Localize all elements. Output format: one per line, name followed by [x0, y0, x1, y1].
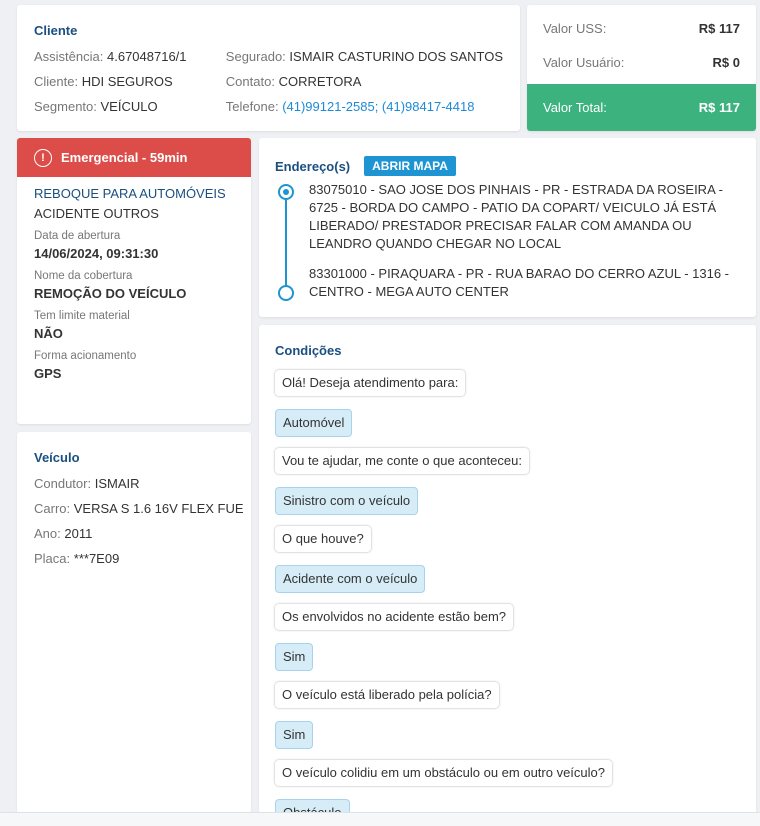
- condutor-value: ISMAIR: [94, 476, 140, 491]
- values-card: [527, 5, 756, 131]
- question-bubble: O veículo está liberado pela polícia?: [275, 682, 499, 708]
- limite-material-value: NÃO: [34, 326, 63, 341]
- question-bubble: Olá! Deseja atendimento para:: [275, 370, 465, 396]
- placa-value: ***7E09: [73, 551, 120, 566]
- conditions-title: Condições: [275, 343, 342, 358]
- cliente-value: HDI SEGUROS: [81, 74, 173, 89]
- segurado-value: ISMAIR CASTURINO DOS SANTOS: [289, 49, 503, 64]
- valor-usuario-value: R$ 0: [712, 54, 740, 70]
- service-title: REBOQUE PARA AUTOMÓVEIS: [34, 186, 226, 201]
- answer-bubble: Sim: [275, 643, 313, 671]
- emergency-alert: [17, 138, 251, 177]
- address-timeline: [275, 181, 740, 301]
- origin-address: 83075010 - SAO JOSE DOS PINHAIS - PR - ESTRADA DA ROSEIRA - 6725 - BORDA DO CAMPO - PATIO DA COPART/ VEICULO JÁ ESTÁ LIBERADO/ PRESTADOR PRECISAR FALAR COM AMANDA OU LEANDRO QUANDO CHEGAR NO LOCAL: [309, 182, 723, 251]
- emergency-alert-text: Emergencial - 59min: [61, 150, 188, 165]
- telefone-row: Telefone: (41)99121-2585; (41)98417-4418: [225, 99, 475, 114]
- answer-bubble: Sim: [275, 721, 313, 749]
- contato-row: Contato: CORRETORA: [225, 74, 362, 89]
- origin-dot-icon: [278, 184, 294, 200]
- telefone-link[interactable]: (41)99121-2585; (41)98417-4418: [282, 99, 475, 114]
- question-bubble: Vou te ajudar, me conte o que aconteceu:: [275, 448, 529, 474]
- info-icon: !: [34, 149, 52, 167]
- segmento-value: VEÍCULO: [100, 99, 158, 114]
- cobertura-value: REMOÇÃO DO VEÍCULO: [34, 286, 187, 301]
- vehicle-title: Veículo: [34, 450, 80, 465]
- answer-bubble: Acidente com o veículo: [275, 565, 425, 593]
- assistencia-value: 4.67048716/1: [107, 49, 187, 64]
- conditions-card: [259, 325, 756, 826]
- destination-dot-icon: [278, 285, 294, 301]
- placa-row: Placa: ***7E09: [34, 551, 120, 566]
- address-title: Endereço(s): [275, 158, 351, 174]
- carro-row: Carro: VERSA S 1.6 16V FLEX FUE: [34, 501, 244, 516]
- forma-acionamento-value: GPS: [34, 366, 62, 381]
- answer-bubble: Automóvel: [275, 409, 352, 437]
- address-card: [259, 138, 756, 317]
- valor-total-value: R$ 117: [698, 100, 740, 115]
- client-title: Cliente: [34, 23, 78, 38]
- destination-address: 83301000 - PIRAQUARA - PR - RUA BARAO DO CERRO AZUL - 1316 - CENTRO - MEGA AUTO CENTER: [309, 266, 729, 299]
- carro-value: VERSA S 1.6 16V FLEX FUE: [73, 501, 244, 516]
- ano-value: 2011: [64, 526, 93, 541]
- service-card: [17, 138, 251, 424]
- timeline-line: [285, 192, 287, 293]
- assistencia-row: Assistência: 4.67048716/1: [34, 49, 187, 64]
- contato-value: CORRETORA: [278, 74, 362, 89]
- valor-usuario-row: Valor Usuário: R$ 0: [543, 54, 740, 70]
- valor-uss-value: R$ 117: [698, 20, 740, 36]
- service-subtitle: ACIDENTE OUTROS: [34, 206, 159, 221]
- vehicle-card: [17, 432, 251, 826]
- segmento-row: Segmento: VEÍCULO: [34, 99, 158, 114]
- data-abertura-value: 14/06/2024, 09:31:30: [34, 246, 159, 261]
- client-card: [17, 5, 520, 131]
- question-bubble: O que houve?: [275, 526, 371, 552]
- answer-bubble: Sinistro com o veículo: [275, 487, 418, 515]
- valor-uss-row: Valor USS: R$ 117: [543, 20, 740, 36]
- field-label: Forma acionamento: [34, 350, 137, 362]
- cliente-row: Cliente: HDI SEGUROS: [34, 74, 173, 89]
- open-map-button[interactable]: ABRIR MAPA: [364, 156, 456, 176]
- field-label: Data de abertura: [34, 230, 121, 242]
- field-label: Tem limite material: [34, 310, 130, 322]
- field-label: Nome da cobertura: [34, 270, 133, 282]
- question-bubble: Os envolvidos no acidente estão bem?: [275, 604, 513, 630]
- condutor-row: Condutor: ISMAIR: [34, 476, 140, 491]
- bottom-bar: [0, 812, 760, 826]
- conditions-chat: [275, 370, 740, 826]
- segurado-row: Segurado: ISMAIR CASTURINO DOS SANTOS: [225, 49, 503, 64]
- question-bubble: O veículo colidiu em um obstáculo ou em outro veículo?: [275, 760, 612, 786]
- ano-row: Ano: 2011: [34, 526, 93, 541]
- valor-total-bar: Valor Total: R$ 117: [527, 84, 756, 131]
